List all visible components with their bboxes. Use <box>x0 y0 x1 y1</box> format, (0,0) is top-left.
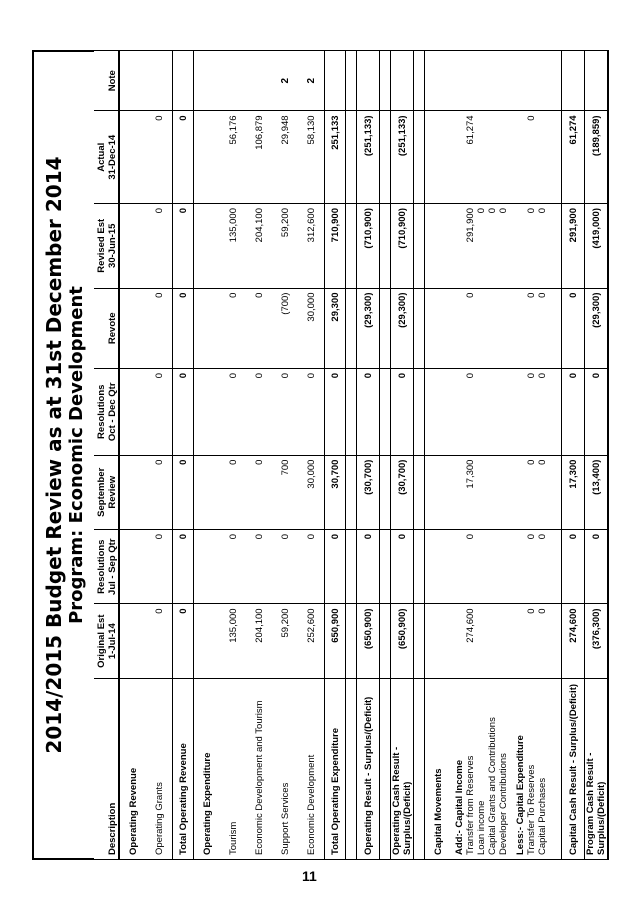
table-row: Economic Development 252,600 0 30,000 0 30,000 312,600 58,130 2 <box>298 51 325 860</box>
operating-result-row: Operating Result - Surplus/(Deficit) (650,900) 0 (30,700) 0 (29,300) (710,900) (251,133) <box>357 51 380 860</box>
report-title: 2014/2015 Budget Review as at 31st December 2014 <box>42 156 66 754</box>
section-capital-movements: Capital Movements <box>425 51 452 860</box>
note-reference: 2 <box>298 51 325 111</box>
table-row: Economic Development and Tourism 204,100 0 0 0 0 204,100 106,879 <box>246 51 272 860</box>
note-reference: 2 <box>272 51 298 111</box>
col-actual: Actual 31-Dec-14 <box>94 111 119 204</box>
section-operating-expenditure: Operating Expenditure <box>194 51 221 860</box>
program-cash-result-row: Program Cash Result - Surplus/(Deficit) (376,300) 0 (13,400) 0 (29,300) (419,000) (189,859) <box>585 51 609 860</box>
rotated-report <box>32 50 607 860</box>
col-september-review: September Review <box>94 455 119 529</box>
page-number: 11 <box>302 868 317 884</box>
table-row: Support Services 59,200 0 700 0 (700) 59,200 29,948 2 <box>272 51 298 860</box>
capital-expenditure-block: Less:- Capital Expenditure Transfer To Reserves Capital Purchases 0 0 0 0 0 0 0 0 0 0 0 0 0 <box>512 51 551 860</box>
operating-cash-result-row: Operating Cash Result - Surplus/(Deficit) (650,900) 0 (30,700) 0 (29,300) (710,900) (251,133) <box>391 51 414 860</box>
capital-expenditure-heading: Less:- Capital Expenditure <box>515 735 526 855</box>
total-operating-revenue-row: Total Operating Revenue 0 0 0 0 0 0 0 <box>173 51 194 860</box>
report-title-band <box>32 50 94 860</box>
table-row: Operating Grants 0 0 0 0 0 0 0 <box>146 51 173 860</box>
col-revote: Revote <box>94 288 119 368</box>
budget-table <box>94 50 609 860</box>
col-note: Note <box>94 51 119 111</box>
col-revised-est: Revised Est 30-Jun-15 <box>94 204 119 289</box>
header-row <box>94 51 119 860</box>
table-row: Tourism 135,000 0 0 0 0 135,000 56,176 <box>220 51 246 860</box>
section-operating-revenue: Operating Revenue <box>119 51 146 860</box>
report-subtitle: Program: Economic Development <box>66 286 87 624</box>
col-description: Description <box>94 678 119 859</box>
capital-income-block: Add:- Capital Income Transfer from Reserves Loan income Capital Grants and Contributions Developer Contributions 274,600 0 17,300 0 0 291,900 0 0 0 61,274 <box>451 51 512 860</box>
col-resolutions-jul-sep: Resolutions Jul - Sep Qtr <box>94 529 119 603</box>
col-original-est: Original Est 1-Jul-14 <box>94 604 119 678</box>
capital-income-heading: Add:- Capital Income <box>454 759 465 855</box>
total-operating-expenditure-row: Total Operating Expenditure 650,900 0 30,700 0 29,300 710,900 251,133 <box>325 51 346 860</box>
capital-cash-result-row: Capital Cash Result - Surplus/(Deficit) 274,600 0 17,300 0 0 291,900 61,274 <box>562 51 585 860</box>
col-resolutions-oct-dec: Resolutions Oct - Dec Qtr <box>94 369 119 456</box>
